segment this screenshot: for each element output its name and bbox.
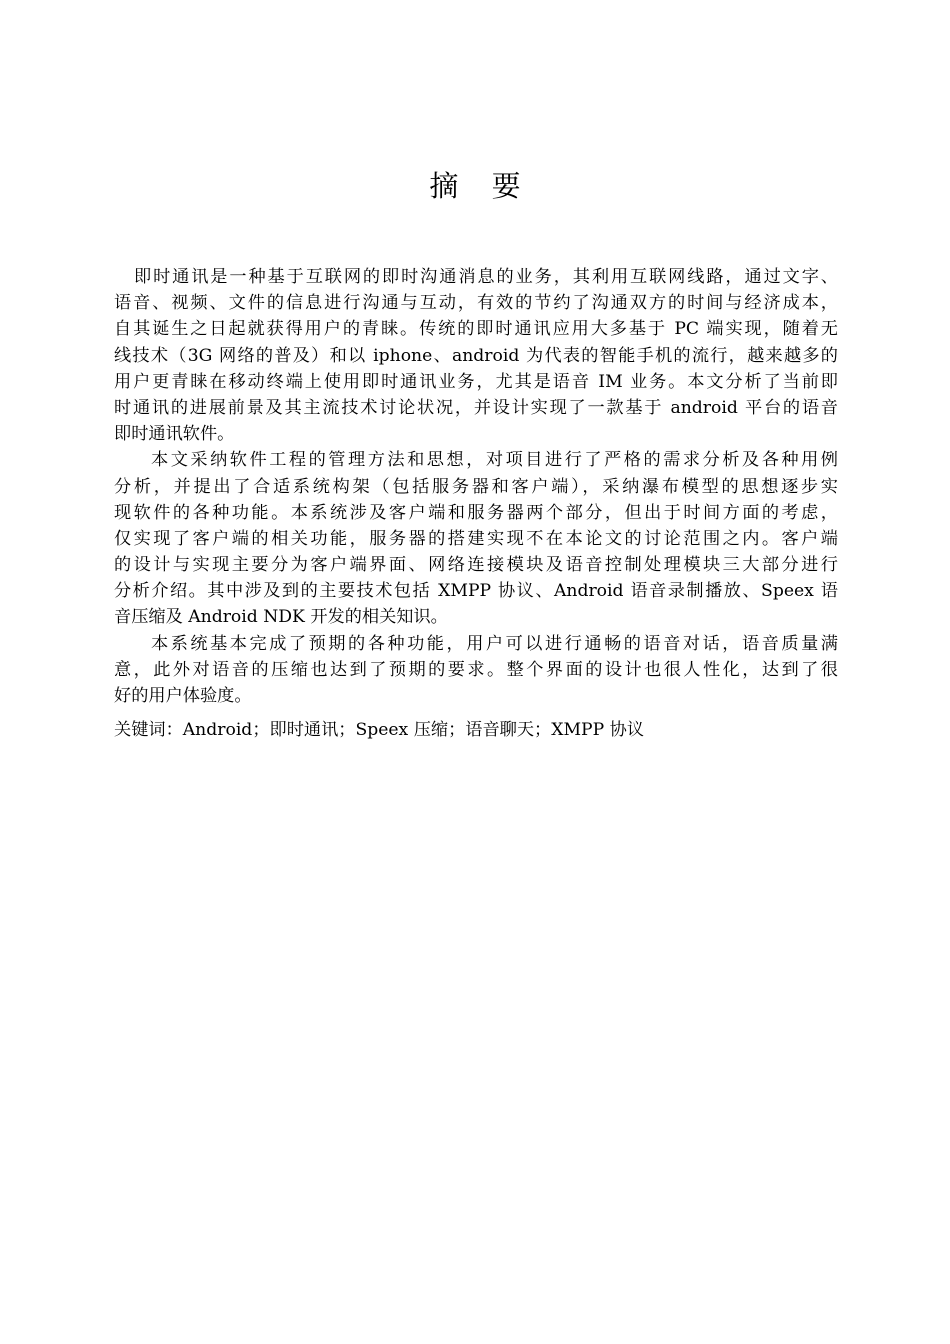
text-line: 仅实现了客户端的相关功能，服务器的搭建实现不在本论文的讨论范围之内。客户端 [114, 528, 838, 549]
text-line: 语音、视频、文件的信息进行沟通与互动，有效的节约了沟通双方的时间与经济成本， [114, 293, 838, 314]
text-line: 好的用户体验度。 [114, 686, 252, 706]
text-line: 即时通讯是一种基于互联网的即时沟通消息的业务，其利用互联网线路，通过文字、 [134, 267, 838, 287]
text-line: 线技术（3G 网络的普及）和以 iphone、android 为代表的智能手机的流行，越来越多的 [114, 345, 838, 366]
text-line: 分析介绍。其中涉及到的主要技术包括 XMPP 协议、Android 语音录制播放、Speex 语 [114, 581, 838, 602]
keywords [114, 717, 644, 743]
paragraph-3 [114, 631, 838, 710]
keywords-label: 关键词： [114, 720, 183, 740]
page-title: 摘 要 [429, 169, 533, 203]
text-line: 意，此外对语音的压缩也达到了预期的要求。整个界面的设计也很人性化，达到了很 [114, 659, 838, 680]
text-line: 时通讯的进展前景及其主流技术讨论状况，并设计实现了一款基于 android 平台的语音 [114, 397, 838, 418]
text-line: 自其诞生之日起就获得用户的青睐。传统的即时通讯应用大多基于 PC 端实现，随着无 [114, 319, 838, 340]
abstract-body [114, 264, 838, 709]
text-line: 的设计与实现主要分为客户端界面、网络连接模块及语音控制处理模块三大部分进行 [114, 555, 838, 576]
text-line: 用户更青睐在移动终端上使用即时通讯业务，尤其是语音 IM 业务。本文分析了当前即 [114, 371, 838, 392]
text-line: 现软件的各种功能。本系统涉及客户端和服务器两个部分，但出于时间方面的考虑， [114, 502, 838, 523]
text-line: 即时通讯软件。 [114, 424, 235, 445]
keywords-value: Android；即时通讯；Speex 压缩；语音聊天；XMPP 协议 [182, 720, 645, 740]
text-line: 本系统基本完成了预期的各种功能，用户可以进行通畅的语音对话，语音质量满 [151, 633, 838, 654]
text-line: 音压缩及 Android NDK 开发的相关知识。 [114, 607, 448, 628]
text-line: 本文采纳软件工程的管理方法和思想，对项目进行了严格的需求分析及各种用例 [151, 450, 838, 471]
text-line: 分析，并提出了合适系统构架（包括服务器和客户端），采纳瀑布模型的思想逐步实 [114, 476, 838, 497]
paragraph-2 [114, 447, 838, 630]
paragraph-1 [114, 264, 838, 447]
